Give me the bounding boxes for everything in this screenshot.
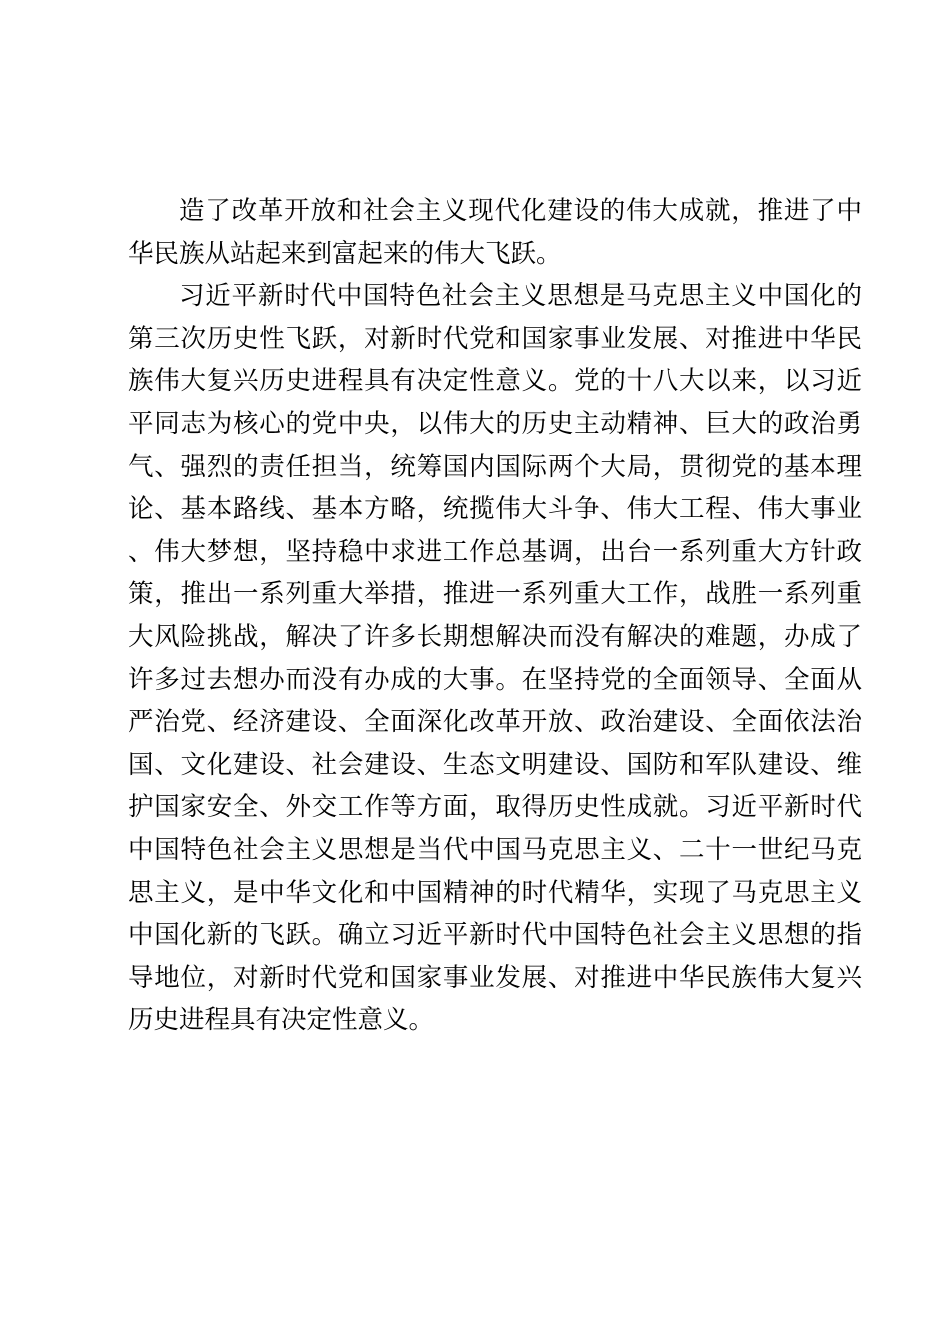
body-text — [128, 190, 862, 1042]
paragraph-1: 造了改革开放和社会主义现代化建设的伟大成就，推进了中华民族从站起来到富起来的伟大飞跃。 — [128, 196, 862, 269]
paragraph-2: 习近平新时代中国特色社会主义思想是马克思主义中国化的第三次历史性飞跃，对新时代党和国家事业发展、对推进中华民族伟大复兴历史进程具有决定性意义。党的十八大以来，以习近平同志为核心的党中央，以伟大的历史主动精神、巨大的政治勇气、强烈的责任担当，统筹国内国际两个大局，贯彻党的基本理论、基本路线、基本方略，统揽伟大斗争、伟大工程、伟大事业、伟大梦想，坚持稳中求进工作总基调，出台一系列重大方针政策，推出一系列重大举措，推进一系列重大工作，战胜一系列重大风险挑战，解决了许多长期想解决而没有解决的难题，办成了许多过去想办而没有办成的大事。在坚持党的全面领导、全面从严治党、经济建设、全面深化改革开放、政治建设、全面依法治国、文化建设、社会建设、生态文明建设、国防和军队建设、维护国家安全、外交工作等方面，取得历史性成就。习近平新时代中国特色社会主义思想是当代中国马克思主义、二十一世纪马克思主义，是中华文化和中国精神的时代精华，实现了马克思主义中国化新的飞跃。确立习近平新时代中国特色社会主义思想的指导地位，对新时代党和国家事业发展、对推进中华民族伟大复兴历史进程具有决定性意义。 — [128, 281, 862, 1036]
